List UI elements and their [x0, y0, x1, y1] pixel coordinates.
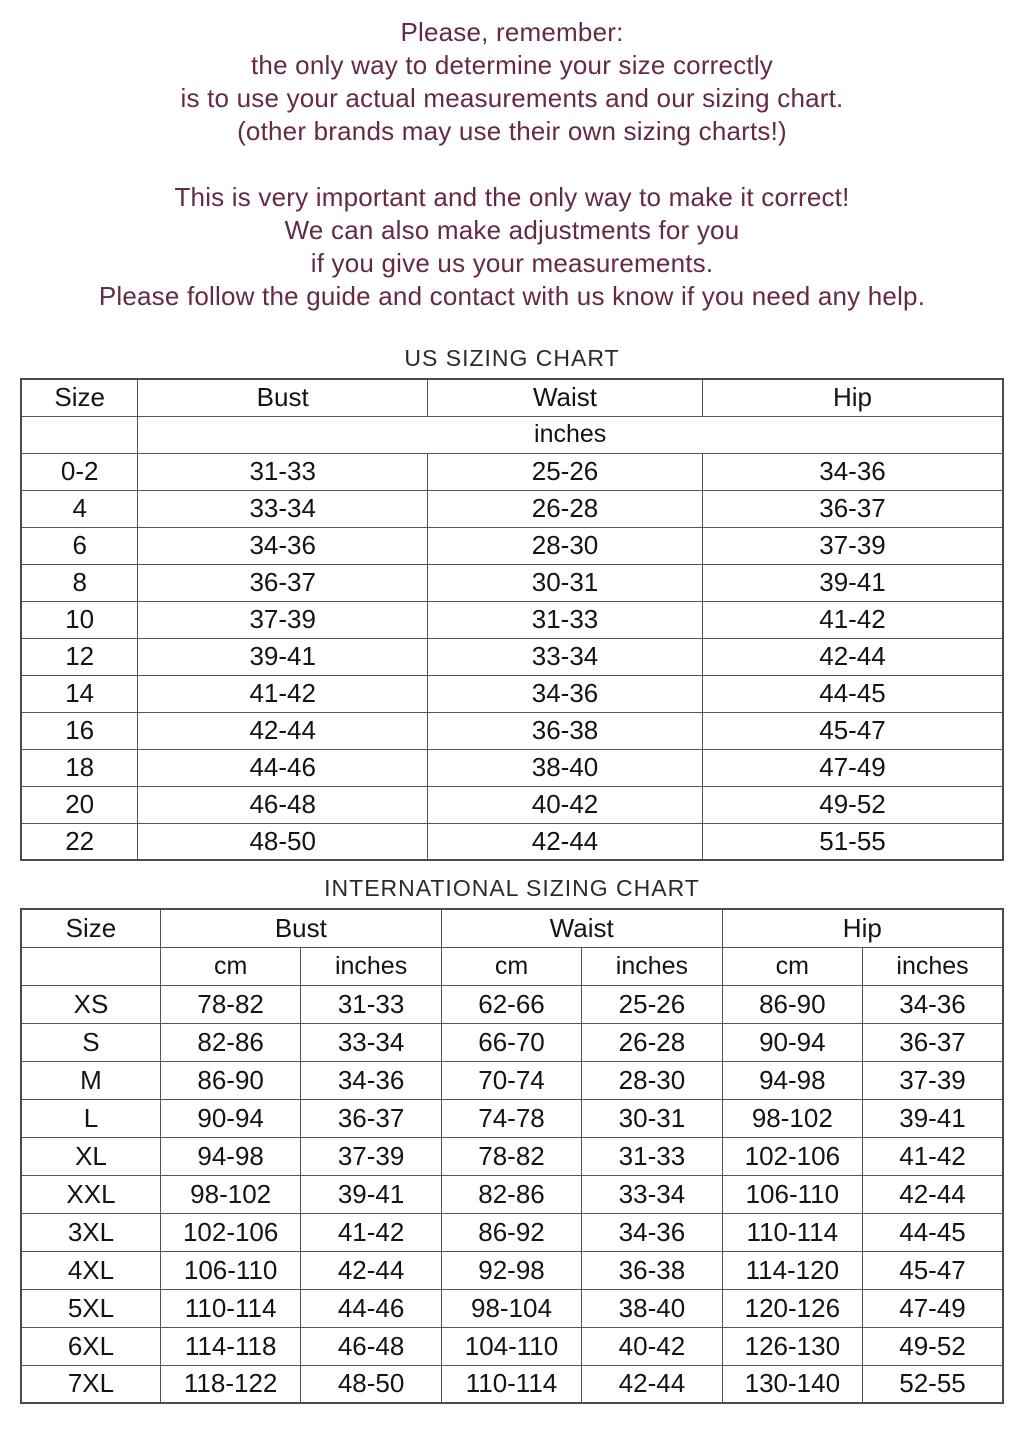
cell-hip: 42-44 — [702, 638, 1003, 675]
cell-waist-in: 28-30 — [582, 1061, 722, 1099]
cell-size: S — [21, 1023, 160, 1061]
cell-bust-cm: 94-98 — [160, 1137, 300, 1175]
column-header-bust: Bust — [138, 379, 428, 416]
cell-waist-cm: 82-86 — [441, 1175, 581, 1213]
table-row — [21, 1061, 1003, 1099]
intro-line: Please follow the guide and contact with us know if you need any help. — [98, 281, 926, 311]
international-chart-title: INTERNATIONAL SIZING CHART — [324, 875, 700, 901]
column-header-hip: Hip — [702, 379, 1003, 416]
table-row — [21, 1365, 1003, 1403]
cell-bust-in: 34-36 — [301, 1061, 441, 1099]
cell-waist-in: 40-42 — [582, 1327, 722, 1365]
cell-size: 7XL — [21, 1365, 160, 1403]
cell-bust-in: 48-50 — [301, 1365, 441, 1403]
cell-bust: 34-36 — [138, 527, 428, 564]
table-row — [21, 675, 1003, 712]
cell-hip-in: 39-41 — [863, 1099, 1003, 1137]
cell-bust-in: 46-48 — [301, 1327, 441, 1365]
cell-hip: 45-47 — [702, 712, 1003, 749]
us-chart-title: US SIZING CHART — [404, 345, 620, 371]
cell-size: M — [21, 1061, 160, 1099]
cell-hip-in: 52-55 — [863, 1365, 1003, 1403]
cell-bust-in: 31-33 — [301, 985, 441, 1023]
cell-hip-in: 49-52 — [863, 1327, 1003, 1365]
cell-hip: 39-41 — [702, 564, 1003, 601]
us-unit-row — [21, 416, 1003, 453]
unit-label: inches — [138, 416, 1003, 453]
cell-waist: 28-30 — [428, 527, 703, 564]
table-row — [21, 1289, 1003, 1327]
cell-size: 4XL — [21, 1251, 160, 1289]
cell-bust: 44-46 — [138, 749, 428, 786]
cell-hip-cm: 106-110 — [722, 1175, 862, 1213]
cell-size: XS — [21, 985, 160, 1023]
cell-size: 18 — [21, 749, 138, 786]
cell-bust-cm: 102-106 — [160, 1213, 300, 1251]
table-row — [21, 601, 1003, 638]
intro-line: the only way to determine your size correctly — [251, 50, 773, 80]
cell-bust: 33-34 — [138, 490, 428, 527]
cell-waist-cm: 104-110 — [441, 1327, 581, 1365]
cell-hip: 36-37 — [702, 490, 1003, 527]
unit-label-inches: inches — [301, 947, 441, 985]
cell-waist-cm: 110-114 — [441, 1365, 581, 1403]
cell-bust-cm: 98-102 — [160, 1175, 300, 1213]
cell-size: 10 — [21, 601, 138, 638]
cell-size: 4 — [21, 490, 138, 527]
column-header-size: Size — [21, 909, 160, 947]
cell-bust-cm: 110-114 — [160, 1289, 300, 1327]
table-row — [21, 985, 1003, 1023]
cell-waist-cm: 78-82 — [441, 1137, 581, 1175]
empty-cell — [21, 416, 138, 453]
cell-hip: 37-39 — [702, 527, 1003, 564]
intro-paragraph-2 — [0, 181, 1024, 313]
cell-bust-in: 37-39 — [301, 1137, 441, 1175]
cell-hip-in: 45-47 — [863, 1251, 1003, 1289]
cell-bust-in: 39-41 — [301, 1175, 441, 1213]
cell-hip-in: 36-37 — [863, 1023, 1003, 1061]
column-header-waist: Waist — [428, 379, 703, 416]
cell-bust-in: 42-44 — [301, 1251, 441, 1289]
cell-waist-cm: 74-78 — [441, 1099, 581, 1137]
cell-waist: 38-40 — [428, 749, 703, 786]
cell-hip-in: 42-44 — [863, 1175, 1003, 1213]
cell-waist-in: 34-36 — [582, 1213, 722, 1251]
table-row — [21, 564, 1003, 601]
cell-hip-in: 34-36 — [863, 985, 1003, 1023]
cell-hip: 47-49 — [702, 749, 1003, 786]
cell-bust: 36-37 — [138, 564, 428, 601]
unit-label-cm: cm — [160, 947, 300, 985]
cell-bust: 42-44 — [138, 712, 428, 749]
table-row — [21, 490, 1003, 527]
cell-bust: 39-41 — [138, 638, 428, 675]
intro-line: This is very important and the only way to make it correct! — [174, 182, 850, 212]
cell-hip: 34-36 — [702, 453, 1003, 490]
cell-waist: 30-31 — [428, 564, 703, 601]
intro-paragraph-1 — [0, 16, 1024, 148]
cell-bust-cm: 90-94 — [160, 1099, 300, 1137]
cell-waist-cm: 92-98 — [441, 1251, 581, 1289]
table-row — [21, 1137, 1003, 1175]
cell-waist: 31-33 — [428, 601, 703, 638]
cell-size: 5XL — [21, 1289, 160, 1327]
table-row — [21, 823, 1003, 860]
empty-cell — [21, 947, 160, 985]
cell-size: 20 — [21, 786, 138, 823]
cell-bust-cm: 82-86 — [160, 1023, 300, 1061]
intro-line: We can also make adjustments for you — [284, 215, 740, 245]
table-row — [21, 749, 1003, 786]
cell-hip-cm: 102-106 — [722, 1137, 862, 1175]
cell-waist: 26-28 — [428, 490, 703, 527]
cell-hip-in: 37-39 — [863, 1061, 1003, 1099]
cell-waist-in: 25-26 — [582, 985, 722, 1023]
intro-text — [0, 0, 1024, 313]
cell-waist-in: 30-31 — [582, 1099, 722, 1137]
table-row — [21, 1251, 1003, 1289]
cell-hip-cm: 126-130 — [722, 1327, 862, 1365]
cell-hip-cm: 86-90 — [722, 985, 862, 1023]
cell-size: XXL — [21, 1175, 160, 1213]
cell-hip: 49-52 — [702, 786, 1003, 823]
cell-size: 22 — [21, 823, 138, 860]
cell-bust: 31-33 — [138, 453, 428, 490]
cell-size: 6 — [21, 527, 138, 564]
table-row — [21, 1023, 1003, 1061]
cell-bust-cm: 118-122 — [160, 1365, 300, 1403]
cell-waist: 42-44 — [428, 823, 703, 860]
cell-bust-in: 33-34 — [301, 1023, 441, 1061]
cell-bust: 41-42 — [138, 675, 428, 712]
cell-bust-cm: 106-110 — [160, 1251, 300, 1289]
cell-size: 6XL — [21, 1327, 160, 1365]
table-row — [21, 453, 1003, 490]
cell-waist-in: 33-34 — [582, 1175, 722, 1213]
cell-hip-cm: 90-94 — [722, 1023, 862, 1061]
cell-size: 3XL — [21, 1213, 160, 1251]
international-sizing-table — [20, 908, 1004, 1404]
cell-size: 0-2 — [21, 453, 138, 490]
us-sizing-table — [20, 378, 1004, 861]
intro-line: Please, remember: — [400, 17, 624, 47]
cell-hip-cm: 120-126 — [722, 1289, 862, 1327]
cell-bust-cm: 86-90 — [160, 1061, 300, 1099]
cell-hip-in: 47-49 — [863, 1289, 1003, 1327]
unit-label-inches: inches — [582, 947, 722, 985]
cell-bust: 46-48 — [138, 786, 428, 823]
cell-size: 16 — [21, 712, 138, 749]
table-row — [21, 1099, 1003, 1137]
cell-size: 12 — [21, 638, 138, 675]
cell-waist: 40-42 — [428, 786, 703, 823]
cell-waist: 34-36 — [428, 675, 703, 712]
cell-waist-cm: 70-74 — [441, 1061, 581, 1099]
cell-hip-in: 41-42 — [863, 1137, 1003, 1175]
cell-waist: 36-38 — [428, 712, 703, 749]
cell-waist-cm: 62-66 — [441, 985, 581, 1023]
table-row — [21, 638, 1003, 675]
cell-hip: 44-45 — [702, 675, 1003, 712]
cell-waist-cm: 86-92 — [441, 1213, 581, 1251]
table-row — [21, 1327, 1003, 1365]
cell-waist-in: 38-40 — [582, 1289, 722, 1327]
cell-bust-in: 36-37 — [301, 1099, 441, 1137]
cell-waist-cm: 66-70 — [441, 1023, 581, 1061]
intro-line: is to use your actual measurements and our sizing chart. — [180, 83, 844, 113]
cell-bust-in: 41-42 — [301, 1213, 441, 1251]
cell-hip-cm: 94-98 — [722, 1061, 862, 1099]
cell-size: 14 — [21, 675, 138, 712]
intl-unit-row — [21, 947, 1003, 985]
cell-waist-cm: 98-104 — [441, 1289, 581, 1327]
cell-waist: 33-34 — [428, 638, 703, 675]
cell-bust-in: 44-46 — [301, 1289, 441, 1327]
cell-bust: 48-50 — [138, 823, 428, 860]
unit-label-cm: cm — [722, 947, 862, 985]
cell-hip-cm: 98-102 — [722, 1099, 862, 1137]
us-header-row — [21, 379, 1003, 416]
table-row — [21, 712, 1003, 749]
column-header-waist: Waist — [441, 909, 722, 947]
cell-waist-in: 36-38 — [582, 1251, 722, 1289]
cell-bust-cm: 78-82 — [160, 985, 300, 1023]
table-row — [21, 527, 1003, 564]
cell-waist-in: 26-28 — [582, 1023, 722, 1061]
column-header-hip: Hip — [722, 909, 1003, 947]
table-row — [21, 786, 1003, 823]
intro-line: (other brands may use their own sizing charts!) — [237, 116, 787, 146]
cell-waist: 25-26 — [428, 453, 703, 490]
unit-label-cm: cm — [441, 947, 581, 985]
cell-size: 8 — [21, 564, 138, 601]
cell-hip: 51-55 — [702, 823, 1003, 860]
unit-label-inches: inches — [863, 947, 1003, 985]
column-header-bust: Bust — [160, 909, 441, 947]
table-row — [21, 1213, 1003, 1251]
cell-hip-cm: 130-140 — [722, 1365, 862, 1403]
intro-line: if you give us your measurements. — [310, 248, 714, 278]
cell-waist-in: 42-44 — [582, 1365, 722, 1403]
cell-hip: 41-42 — [702, 601, 1003, 638]
cell-waist-in: 31-33 — [582, 1137, 722, 1175]
cell-bust-cm: 114-118 — [160, 1327, 300, 1365]
cell-hip-cm: 110-114 — [722, 1213, 862, 1251]
cell-hip-in: 44-45 — [863, 1213, 1003, 1251]
intl-header-row — [21, 909, 1003, 947]
cell-bust: 37-39 — [138, 601, 428, 638]
table-row — [21, 1175, 1003, 1213]
column-header-size: Size — [21, 379, 138, 416]
cell-hip-cm: 114-120 — [722, 1251, 862, 1289]
cell-size: L — [21, 1099, 160, 1137]
cell-size: XL — [21, 1137, 160, 1175]
